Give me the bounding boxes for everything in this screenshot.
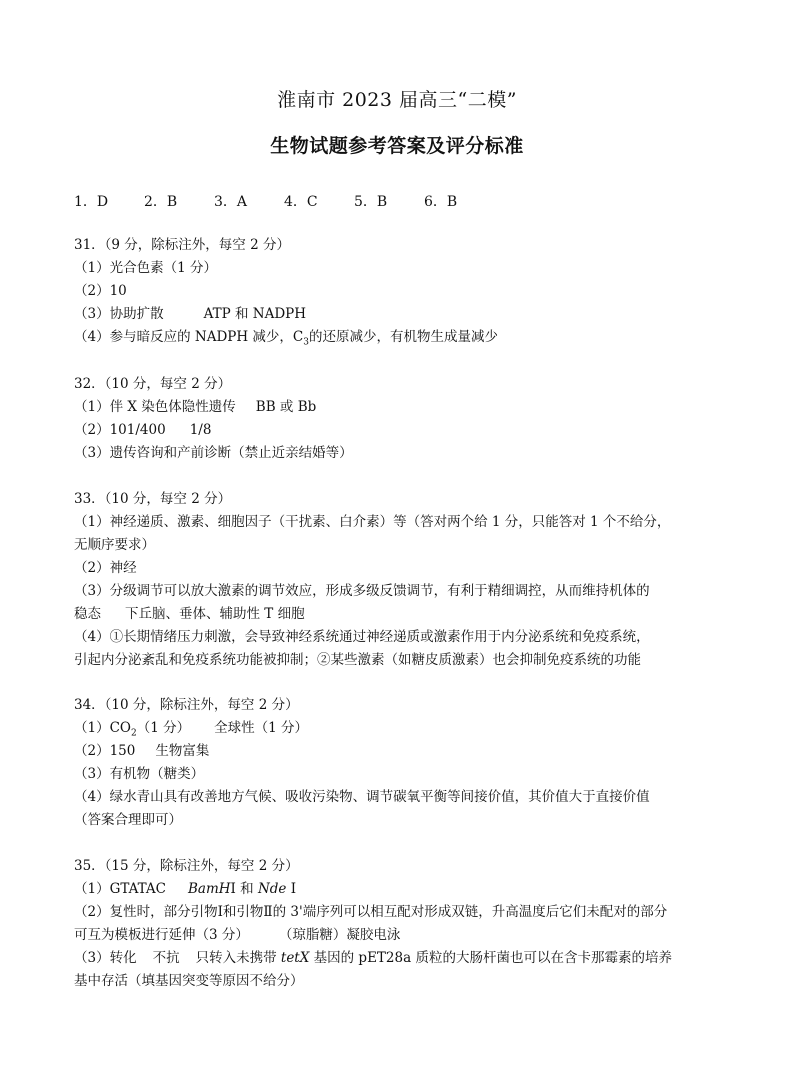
q35-answer-1 [74, 879, 296, 899]
q32-answer-2b: 1/8 [189, 422, 212, 438]
q34-answer-3: （3）有机物（糖类） [74, 766, 205, 782]
q35-enzyme-nde: Nde [257, 881, 287, 897]
q32-answer-2 [74, 420, 211, 440]
mc-answer: 1．D [74, 194, 109, 210]
q32-answer-2a: （2）101/400 [74, 422, 166, 438]
q34-answer-1c: 全球性（1 分） [214, 720, 309, 736]
mc-answer: 2．B [144, 194, 178, 210]
q33-answer-2: （2）神经 [74, 560, 137, 576]
q35-answer-3f: 基中存活（填基因突变等原因不给分） [74, 973, 304, 989]
q34-answer-1a: （1）CO [74, 720, 131, 736]
q35-answer-3e: 基因的 pET28a 质粒的大肠杆菌也可以在含卡那霉素的培养 [313, 950, 672, 966]
q31-answer-4 [74, 327, 498, 353]
q34-answer-1b: （1 分） [136, 720, 191, 736]
q34-answer-2a: （2）150 [74, 743, 136, 759]
q33-answer-1b: 无顺序要求） [74, 537, 155, 553]
q35-answer-3 [74, 948, 672, 968]
q31-answer-4-sub: 3 [303, 337, 309, 348]
q34-answer-2b: 生物富集 [155, 743, 210, 759]
mc-answer: 4．C [284, 194, 318, 210]
mc-answer: 6．B [424, 194, 458, 210]
q33-answer-3b [74, 604, 305, 624]
q35-answer-1a: （1）GTATAC [74, 881, 166, 897]
q34-answer-1-sub: 2 [131, 728, 137, 739]
q35-answer-3b: 不抗 [152, 950, 180, 966]
q31-answer-3b: ATP 和 NADPH [203, 306, 307, 322]
q33-header: 33．（10 分，每空 2 分） [74, 491, 232, 507]
q34-answer-2 [74, 741, 209, 761]
q35-header: 35．（15 分，除标注外，每空 2 分） [74, 858, 299, 874]
q31-answer-4a: （4）参与暗反应的 NADPH 减少，C [74, 329, 304, 345]
q34-answer-4a: （4）绿水青山具有改善地方气候、吸收污染物、调节碳氧平衡等间接价值，其价值大于直接价值 [74, 789, 650, 805]
q35-answer-2b [74, 925, 400, 945]
q33-answer-3b-text: 稳态 [74, 606, 101, 622]
q35-answer-2a: （2）复性时，部分引物Ⅰ和引物Ⅱ的 3'端序列可以相互配对形成双链，升高温度后它们未配对的部分 [74, 904, 668, 920]
q33-answer-3a: （3）分级调节可以放大激素的调节效应，形成多级反馈调节，有利于精细调控，从而维持机体的 [74, 583, 650, 599]
multiple-choice-answers [74, 191, 494, 211]
q32-answer-1a: （1）伴 X 染色体隐性遗传 [74, 399, 236, 415]
q33-answer-1a: （1）神经递质、激素、细胞因子（干扰素、白介素）等（答对两个给 1 分，只能答对 1 个不给分， [74, 514, 671, 530]
q31-answer-3a: （3）协助扩散 [74, 306, 164, 322]
q35-answer-3a: （3）转化 [74, 950, 137, 966]
q32-answer-3: （3）遗传咨询和产前诊断（禁止近亲结婚等） [74, 445, 353, 461]
q35-answer-1e: I [290, 881, 297, 897]
mc-answer: 3．A [214, 194, 248, 210]
exam-title: 淮南市 2023 届高三“二模” [277, 89, 517, 111]
q34-answer-1 [74, 718, 308, 744]
q31-answer-3 [74, 304, 306, 324]
exam-subtitle: 生物试题参考答案及评分标准 [270, 135, 524, 157]
q35-enzyme-bamh: BamH [188, 881, 231, 897]
q32-answer-1 [74, 397, 316, 417]
q35-answer-1c: I 和 [230, 881, 254, 897]
q35-answer-3c: 只转入未携带 [195, 950, 277, 966]
q34-answer-4b: （答案合理即可） [74, 812, 182, 828]
q35-gene-tetx: tetX [280, 950, 310, 966]
q35-answer-2c: （琼脂糖）凝胶电泳 [278, 927, 401, 943]
q32-answer-1b: BB 或 Bb [255, 399, 317, 415]
q33-answer-3c: 下丘脑、垂体、辅助性 T 细胞 [125, 606, 305, 622]
q31-answer-2: （2）10 [74, 283, 127, 299]
q32-header: 32．（10 分，每空 2 分） [74, 376, 232, 392]
mc-answer: 5．B [354, 194, 388, 210]
q33-answer-4b: 引起内分泌紊乱和免疫系统功能被抑制；②某些激素（如糖皮质激素）也会抑制免疫系统的功能 [74, 652, 641, 668]
q31-header: 31．（9 分，除标注外，每空 2 分） [74, 237, 290, 253]
q34-header: 34．（10 分，除标注外，每空 2 分） [74, 697, 299, 713]
q35-answer-2b-text: 可互为模板进行延伸（3 分） [74, 927, 249, 943]
q31-answer-4b: 的还原减少，有机物生成量减少 [308, 329, 498, 345]
q31-answer-1: （1）光合色素（1 分） [74, 260, 217, 276]
q33-answer-4a: （4）①长期情绪压力刺激，会导致神经系统通过神经递质或激素作用于内分泌系统和免疫系统， [74, 629, 650, 645]
